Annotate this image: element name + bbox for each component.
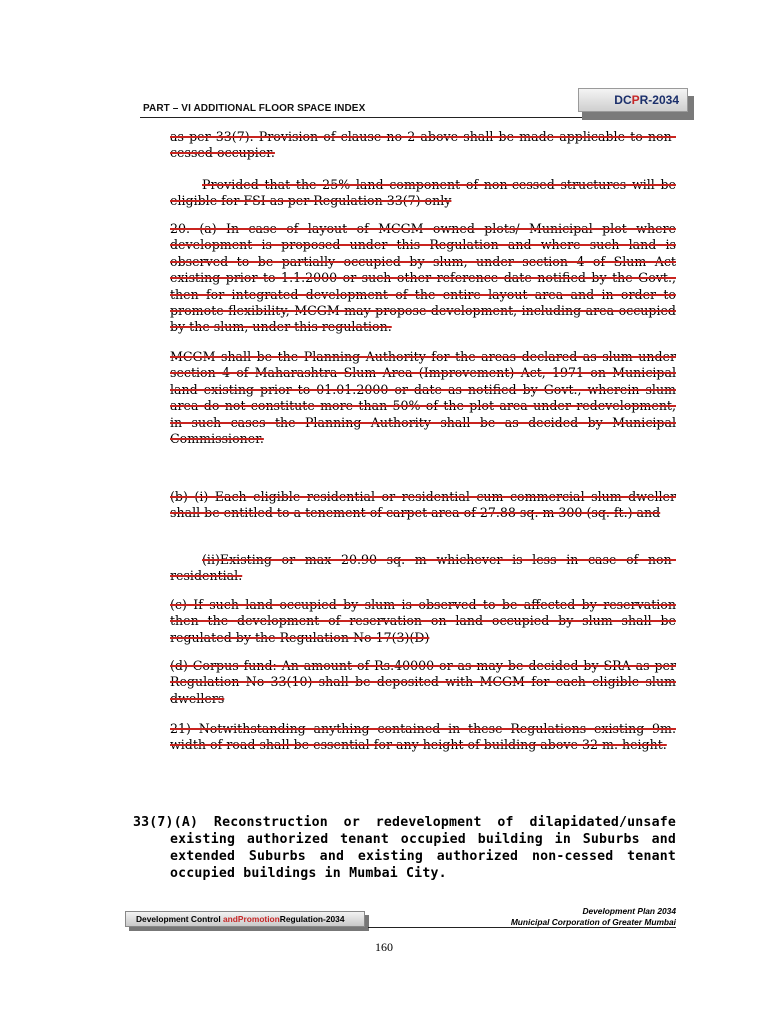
footer-plan-title: Development Plan 2034 (582, 906, 676, 916)
paragraph-9: 21) Notwithstanding anything contained in these Regulations existing 9m. width of road shall be essential for any height of building above 32 m. height. (170, 721, 676, 753)
section-heading: 33(7)(A) Reconstruction or redevelopment of dilapidated/unsafe existing authorized tenant occupied building in Suburbs and extended Suburbs and existing authorized non-cessed tenant occupied buildings in Mumbai City. (133, 815, 676, 881)
footer-regulation-box: Development Control andPromotionRegulation-2034 (125, 911, 365, 927)
paragraph-2: Provided that the 25% land component of non-cessed structures will be eligible for FSI as per Regulation 33(7) only (170, 177, 676, 209)
paragraph-5: (b) (i) Each eligible residential or residential cum commercial slum dweller shall be entitled to a tenement of carpet area of 27.88 sq. m 300 (sq. ft.) and (170, 489, 676, 521)
paragraph-1: as per 33(7). Provision of clause no 2 above shall be made applicable to non-cessed occupier. (170, 129, 676, 161)
paragraph-7: (c) If such land occupied by slum is observed to be affected by reservation then the development of reservation on land occupied by slum shall be regulated by the Regulation No 17(3)(D) (170, 597, 676, 645)
footer-plan-info (511, 906, 676, 928)
footer-rule (368, 927, 676, 928)
paragraph-4: MCGM shall be the Planning Authority for the areas declared as slum under section 4 of Maharashtra Slum Area (Improvement) Act, 1971 on Municipal land existing prior to 01.01.2000 or date as notified by Govt., wherein slum area do not constitute more than 50% of the plot area under redevelopment, in such cases the Planning Authority shall be as decided by Municipal Commissioner. (170, 349, 676, 447)
dcpr-badge: DCPR-2034 (578, 88, 688, 112)
paragraph-3: 20. (a) In case of layout of MCGM owned plots/ Municipal plot where development is proposed under this Regulation and where such land is observed to be partially occupied by slum, under section 4 of Slum Act existing prior to 1.1.2000 or such other reference date notified by the Govt., then for integrated development of the entire layout area and in order to promote flexibility, MCGM may propose development, including area occupied by the slum, under this regulation. (170, 221, 676, 335)
paragraph-8: (d) Corpus fund: An amount of Rs.40000 or as may be decided by SRA as per Regulation No 33(10) shall be deposited with MCGM for each eligible slum dwellers (170, 658, 676, 706)
footer-corporation: Municipal Corporation of Greater Mumbai (510, 917, 676, 927)
page-header-title: PART – VI ADDITIONAL FLOOR SPACE INDEX (143, 103, 366, 114)
paragraph-6: (ii)Existing or max 20.90 sq. m whichever is less in case of non-residential. (170, 552, 676, 584)
page-number: 160 (375, 940, 393, 954)
